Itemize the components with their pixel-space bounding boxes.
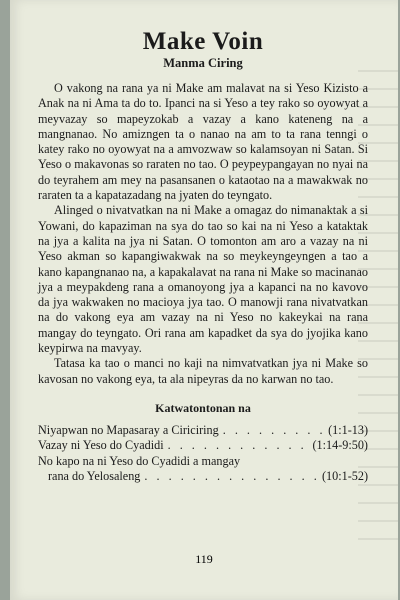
toc-heading: Katwatontonan na (155, 400, 251, 415)
toc-item (38, 438, 368, 453)
toc-item-text: rana do Yelosaleng (48, 468, 141, 483)
toc-leader (140, 469, 318, 484)
intro-paragraph-2: Alinged o nivatvatkan na ni Make a omagaz do nimanaktak a si Yowani, do kapaziman na sya do tao so kai na ni Yeso a kataktak na jya a kalita na jya ni Satan. O tomonton am aro a vazay na ni Yeso akman so kapangiwakwak na so meykeyngeyngen a tao a kano kapangnanao na, a kapakalavat na rana ni Make so macinanao jya a meypakdeng rana a omanoyong jya a kapanci na no kavovo da jya wakwaken no macioya jya tao. O manowji rana nivatvatkan na do vakong eya am vazay na ni Yeso no kakeykai na rana mangay do teyngato. Ori rana am kapadket da sya do jyojika kano keypirwa na mavyay. (38, 203, 368, 356)
toc-item (38, 469, 368, 484)
page-title: Make Voin (142, 28, 264, 55)
toc-item-text: Niyapwan no Mapasaray a Ciriciring (38, 422, 219, 437)
book-page (10, 0, 398, 600)
toc-item-ref: (1:1-13) (328, 422, 368, 437)
intro-paragraph-1: O vakong na rana ya ni Make am malavat na si Yeso Kizisto a Anak na ni Ama ta do to. Ipanci na si Yeso a tey rako so oyowyat a meyvazay so mapeyzokab a vazay a kano kateneng na a mangnanao. No amizngen ta o nanao na am to ta rana tenngi o katey rako no oyowyat na a amvozwaw so kalamsoyan ni Satan. Si Yeso o makavonas so raraten no tao. O peypeypangayan no nyai na do teyrahem am mey na pasansanen o kataotao na a mawakwak no raraten ta a kapatazadang na jyaten do teyngato. (38, 81, 368, 203)
page-content (38, 28, 368, 484)
toc-item-ref: (1:14-9:50) (312, 438, 368, 453)
toc-item-ref: (10:1-52) (321, 468, 368, 483)
intro-paragraph-3: Tatasa ka tao o manci no kaji na nimvatvatkan jya ni Make so kavosan no vakong eya, ta ala nipeyras da no karwan no tao. (38, 356, 368, 386)
toc-item-text: No kapo na ni Yeso do Cyadidi a mangay (38, 453, 241, 468)
page-number: 119 (195, 552, 213, 566)
toc-item (38, 423, 368, 438)
toc-leader (164, 438, 309, 453)
toc-leader (219, 423, 324, 438)
toc-item-text: Vazay ni Yeso do Cyadidi (38, 438, 164, 453)
toc-item (38, 454, 368, 469)
page-subtitle: Manma Ciring (163, 56, 243, 70)
